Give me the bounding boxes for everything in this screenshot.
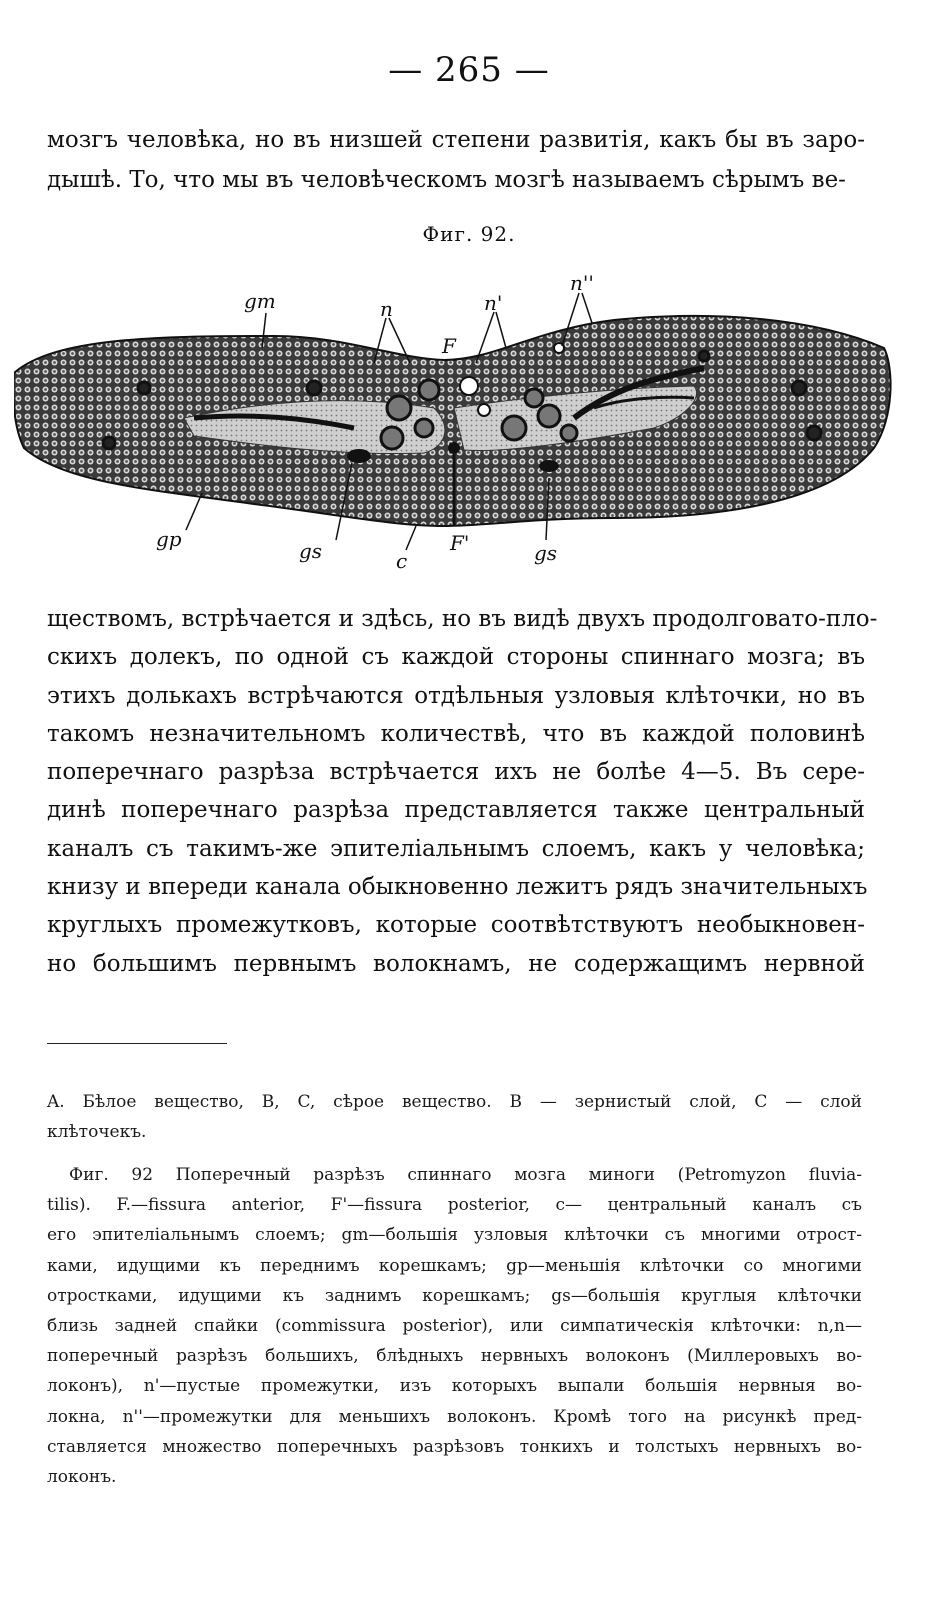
page-number: — 265 — [388,50,550,90]
caption-line: отростками, идущими къ заднимъ корешкамъ; gs—большія круглыя клѣточки [47,1285,862,1306]
footnote-line: A. Бѣлое вещество, B, C, сѣрое вещество. B — зернистый слой, C — слой [47,1092,862,1112]
caption-line: tilis). F.—fissura anterior, F'—fissura posterior, c— центральный каналъ съ [47,1195,862,1216]
gs-cell-right [539,460,559,472]
caption-line: Фиг. 92 Поперечный разрѣзъ спиннаго мозга миноги (Petromyzon fluvia- [69,1165,862,1185]
label-c: c [396,549,408,573]
gs-cell-left [347,449,371,463]
text-line: каналъ съ такимъ-же эпителіальнымъ слоемъ, какъ у человѣка; [47,835,865,862]
footnote-a [47,1087,862,1147]
caption-line: ставляется множество поперечныхъ разрѣзовъ тонкихъ и толстыхъ нервныхъ во- [47,1436,862,1457]
label-n-prime: n' [484,291,503,315]
caption-line: локонъ. [47,1467,117,1488]
caption-line: ками, идущими къ переднимъ корешкамъ; gp—меньшія клѣточки со многими [47,1255,862,1276]
central-canal [448,442,460,454]
text-line: этихъ долькахъ встрѣчаются отдѣльныя узловыя клѣточки, но въ [47,682,865,709]
caption-line: локна, n''—промежутки для меньшихъ волоконъ. Кромѣ того на рисункѣ пред- [47,1406,862,1427]
label-gm: gm [244,289,276,313]
caption-line: поперечный разрѣзъ большихъ, блѣдныхъ нервныхъ волоконъ (Миллеровыхъ во- [47,1346,862,1367]
footnote-rule [47,1043,227,1044]
caption-line: близь задней спайки (commissura posterior), или симпатическія клѣточки: n,n— [47,1316,862,1337]
text-line: динѣ поперечнаго разрѣза представляется также центральный [47,797,865,824]
top-paragraph [47,120,865,200]
label-F: F [442,334,456,358]
main-paragraph [47,600,878,983]
spinal-cord-cross-section-figure [14,268,894,588]
text-line: круглыхъ промежутковъ, которые соотвѣтствуютъ необыкновен- [47,912,865,939]
text-line: ществомъ, встрѣчается и здѣсь, но въ видѣ двухъ продолговато-пло- [47,606,878,632]
text-line: поперечнаго разрѣза встрѣчается ихъ не болѣе 4—5. Въ сере- [47,759,865,786]
label-n-double-prime: n'' [570,271,594,295]
label-gs-right: gs [534,541,558,565]
text-line: но большимъ первнымъ волокнамъ, не содержащимъ нервной [47,950,865,977]
figure-caption [47,1160,862,1492]
text-line: книзу и впереди канала обыкновенно лежитъ рядъ значительныхъ [47,874,868,901]
footnote-line: клѣточекъ. [47,1122,147,1142]
caption-line: его эпителіальнымъ слоемъ; gm—большія узловыя клѣточки съ многими отрост- [47,1225,862,1246]
text-line: мозгъ человѣка, но въ низшей степени развитія, какъ бы въ заро- [47,127,865,153]
caption-line: локонъ), n'—пустые промежутки, изъ которыхъ выпали большія нервныя во- [47,1376,862,1397]
figure-title: Фиг. 92. [422,222,516,246]
label-gp: gp [156,527,182,551]
label-F-prime: F' [450,531,470,555]
label-n: n [380,297,393,321]
label-gs-left: gs [299,539,323,563]
text-line: дышѣ. То, что мы въ человѣческомъ мозгѣ называемъ сѣрымъ ве- [47,167,846,193]
text-line: скихъ долекъ, по одной съ каждой стороны спиннаго мозга; въ [47,644,865,671]
text-line: такомъ незначительномъ количествѣ, что въ каждой половинѣ [47,720,865,747]
